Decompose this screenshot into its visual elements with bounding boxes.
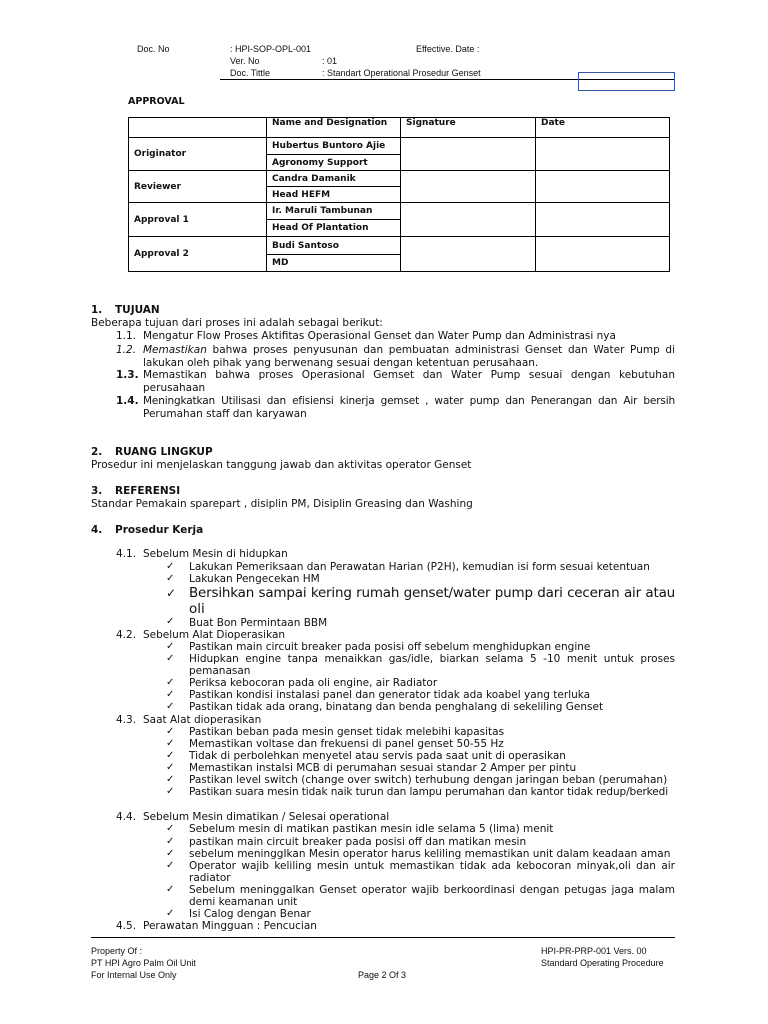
footer-internal: For Internal Use Only (91, 970, 177, 980)
sub-number: 4.4. (116, 811, 137, 823)
signature-cell (401, 171, 536, 203)
check-icon: ✓ (166, 561, 175, 572)
footer-company: PT HPI Agro Palm Oil Unit (91, 958, 196, 968)
ver-value: : 01 (322, 56, 338, 66)
name-reviewer: Candra Damanik (267, 171, 401, 187)
check-icon: ✓ (166, 738, 175, 749)
list-item: Bersihkan sampai kering rumah genset/water pump dari ceceran air atau (189, 585, 675, 601)
list-item: sebelum meninggIkan Mesin operator harus keliling memastikan unit dalam keadaan aman (189, 848, 671, 860)
footer-code: HPI-PR-PRP-001 Vers. 00 (541, 946, 647, 956)
item-number: 1.1. (116, 330, 137, 342)
list-item-continued: demi keamanan unit (189, 896, 298, 908)
role-approval-2: Approval 2 (129, 237, 267, 272)
subsection-4-5: Perawatan Mingguan : Pencucian (143, 920, 317, 932)
signature-cell (401, 138, 536, 171)
check-icon: ✓ (166, 573, 175, 584)
date-cell (536, 171, 670, 203)
check-icon: ✓ (166, 701, 175, 712)
check-icon: ✓ (166, 774, 175, 785)
list-item: Sebelum meninggalkan Genset operator wajib berkoordinasi dengan petugas jaga malam (189, 884, 675, 896)
check-icon: ✓ (166, 653, 175, 664)
item-number: 1.2. (116, 344, 137, 356)
list-item-continued: oli (189, 601, 205, 617)
col-name-header: Name and Designation (267, 118, 401, 138)
role-reviewer: Reviewer (129, 171, 267, 203)
subsection-4-1: Sebelum Mesin di hidupkan (143, 548, 288, 560)
date-cell (536, 237, 670, 272)
section-2-number: 2. (91, 446, 103, 458)
item-number: 1.4. (116, 395, 139, 407)
subsection-4-4: Sebelum Mesin dimatikan / Selesai operational (143, 811, 390, 823)
referensi-text: Standar Pemakain sparepart , disiplin PM, Disiplin Greasing dan Washing (91, 498, 473, 510)
date-cell (536, 203, 670, 237)
sub-number: 4.1. (116, 548, 137, 560)
name-approval-2: Budi Santoso (267, 237, 401, 255)
list-item: Operator wajib keliling mesin untuk memastikan tidak ada kebocoran minyak,oli dan air (189, 860, 675, 872)
tujuan-1-1: Mengatur Flow Proses Aktifitas Operasional Genset dan Water Pump dan Administrasi nya (143, 330, 616, 342)
list-item: Memastikan voltase dan frekuensi di panel genset 50-55 Hz (189, 738, 504, 750)
name-originator: Hubertus Buntoro Ajie (267, 138, 401, 155)
subsection-4-3: Saat Alat dioperasikan (143, 714, 262, 726)
list-item: Pastikan beban pada mesin genset tidak melebihi kapasitas (189, 726, 505, 738)
sub-number: 4.3. (116, 714, 137, 726)
list-item: Sebelum mesin di matikan pastikan mesin idle selama 5 (lima) menit (189, 823, 554, 835)
sub-number: 4.2. (116, 629, 137, 641)
tujuan-1-2-text: bahwa proses penyusunan dan pembuatan administrasi Genset dan Water Pump di (212, 344, 675, 356)
list-item: Tidak di perbolehkan menyetel atau servis pada saat unit di operasikan (189, 750, 566, 762)
doc-tittle-value: : Standart Operational Prosedur Genset (322, 68, 481, 78)
check-icon: ✓ (166, 616, 175, 627)
footer-sop: Standard Operating Procedure (541, 958, 664, 968)
col-signature-header: Signature (401, 118, 536, 138)
list-item: Memastikan instalsi MCB di perumahan sesuai standar 2 Amper per pintu (189, 762, 577, 774)
section-1-title: TUJUAN (115, 304, 160, 316)
selection-box (578, 72, 675, 91)
tujuan-1-2-line2: lakukan oleh pihak yang berwenang sesuai dengan ketentuan perusahaan. (143, 357, 539, 369)
check-icon: ✓ (166, 641, 175, 652)
list-item: Lakukan Pemeriksaan dan Perawatan Harian (P2H), kemudian isi form sesuai ketentuan (189, 561, 650, 573)
empty-header-cell (129, 118, 267, 138)
check-icon: ✓ (166, 762, 175, 773)
check-icon: ✓ (166, 908, 175, 919)
check-icon: ✓ (166, 750, 175, 761)
date-cell (536, 138, 670, 171)
subsection-4-2: Sebelum Alat Dioperasikan (143, 629, 286, 641)
page-number: Page 2 Of 3 (358, 970, 407, 980)
item-number: 1.3. (116, 369, 139, 381)
list-item: Pastikan suara mesin tidak naik turun dan lampu perumahan dan kantor tidak redup/berkedi (189, 786, 669, 798)
section-3-number: 3. (91, 485, 103, 497)
role-approval-1: Approval 1 (129, 203, 267, 237)
doc-no-label: Doc. No (137, 44, 170, 54)
section-1-number: 1. (91, 304, 103, 316)
list-item: Buat Bon Permintaan BBM (189, 617, 328, 629)
check-icon: ✓ (166, 677, 175, 688)
list-item: Periksa kebocoran pada oli engine, air Radiator (189, 677, 438, 689)
section-4-number: 4. (91, 524, 103, 536)
doc-tittle-label: Doc. Tittle (230, 68, 271, 78)
check-icon: ✓ (166, 860, 175, 871)
tujuan-1-2-line1 (143, 344, 675, 356)
list-item: Isi Calog dengan Benar (189, 908, 311, 920)
check-icon: ✓ (166, 823, 175, 834)
list-item: Pastikan kondisi instalasi panel dan generator tidak ada koabel yang terluka (189, 689, 591, 701)
check-icon: ✓ (166, 786, 175, 797)
list-item: Pastikan main circuit breaker pada posisi off sebelum menghidupkan engine (189, 641, 591, 653)
list-item: Pastikan level switch (change over switch) terhubung dengan jaringan beban (perumahan) (189, 774, 668, 786)
emphasis-text: Memastikan (143, 344, 207, 356)
tujuan-intro: Beberapa tujuan dari proses ini adalah sebagai berikut: (91, 317, 383, 329)
signature-cell (401, 203, 536, 237)
check-icon: ✓ (166, 726, 175, 737)
list-item-continued: radiator (189, 872, 231, 884)
list-item: Pastikan tidak ada orang, binatang dan benda penghalang di sekeliling Genset (189, 701, 604, 713)
approval-table (128, 117, 670, 272)
ver-label: Ver. No (230, 56, 260, 66)
list-item: Lakukan Pengecekan HM (189, 573, 320, 585)
doc-no-value: : HPI-SOP-OPL-001 (230, 44, 312, 54)
section-2-title: RUANG LINGKUP (115, 446, 213, 458)
designation-approval-2: MD (267, 255, 401, 272)
tujuan-1-3-line2: perusahaan (143, 382, 206, 394)
section-4-title: Prosedur Kerja (115, 524, 204, 536)
list-item-continued: pemanasan (189, 665, 251, 677)
check-icon: ✓ (166, 884, 175, 895)
designation-originator: Agronomy Support (267, 155, 401, 171)
check-icon: ✓ (166, 836, 175, 847)
footer-rule (91, 937, 675, 938)
effective-date: Effective. Date : (416, 44, 480, 54)
tujuan-1-4-line2: Perumahan staff dan karyawan (143, 408, 307, 420)
role-originator: Originator (129, 138, 267, 171)
approval-heading: APPROVAL (128, 96, 185, 107)
sub-number: 4.5. (116, 920, 137, 932)
list-item: pastikan main circuit breaker pada posisi off dan matikan mesin (189, 836, 527, 848)
designation-approval-1: Head Of Plantation (267, 220, 401, 237)
tujuan-1-3-line1: Memastikan bahwa proses Operasional Gemset dan Water Pump sesuai dengan kebutuhan (143, 369, 675, 381)
col-date-header: Date (536, 118, 670, 138)
check-icon: ✓ (166, 689, 175, 700)
name-approval-1: Ir. Maruli Tambunan (267, 203, 401, 220)
section-3-title: REFERENSI (115, 485, 181, 497)
designation-reviewer: Head HEFM (267, 187, 401, 203)
signature-cell (401, 237, 536, 272)
list-item: Hidupkan engine tanpa menaikkan gas/idle, biarkan selama 5 -10 menit untuk proses (189, 653, 675, 665)
check-icon: ✓ (166, 848, 175, 859)
ruang-lingkup-text: Prosedur ini menjelaskan tanggung jawab dan aktivitas operator Genset (91, 459, 472, 471)
tujuan-1-4-line1: Meningkatkan Utilisasi dan efisiensi kinerja gemset , water pump dan Penerangan dan Air bersih (143, 395, 675, 407)
check-icon: ✓ (166, 586, 177, 600)
footer-property: Property Of : (91, 946, 143, 956)
